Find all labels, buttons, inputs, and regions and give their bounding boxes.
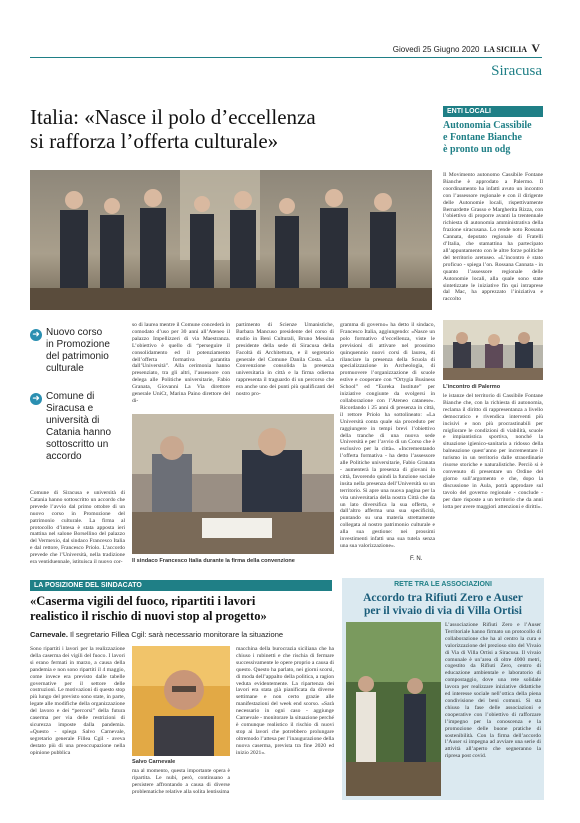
- carnevale-photo-caption: Salvo Carnevale: [132, 759, 176, 765]
- main-headline-line1: Italia: «Nasce il polo d’eccellenza: [30, 105, 316, 129]
- subhead-2-line: sottoscritto un: [46, 439, 109, 450]
- article-author: F. N.: [410, 556, 423, 562]
- bottom-kicker: Carnevale.: [30, 630, 68, 639]
- portrait-illustration: [132, 646, 230, 756]
- bottom-col2: ma al momento, questa importante opera è ripartita. Le nubi, però, continuano a persistere affrontando a causa di diverse problematiche relative alla solita lentissima: [132, 768, 230, 795]
- main-photo: [30, 170, 432, 310]
- subhead-1-line: culturale: [46, 363, 84, 374]
- side-headline-line3: è pronto un odg: [443, 144, 511, 155]
- masthead: [0, 41, 540, 55]
- associations-photo: [346, 622, 441, 796]
- bottom-subtitle: [30, 630, 336, 639]
- subhead-1: [30, 327, 125, 375]
- signing-photo: [132, 414, 334, 554]
- subhead-2-line: Catania hanno: [46, 427, 112, 438]
- main-article-col1: Comune di Siracusa e università di Catania hanno sottoscritto un accordo che prevede l’avvio dal primo ottobre di un nuovo corso in Promozione del patrimonio culturale. La firma al protocollo d’intesa è stata apposta ieri mattina nel salone Borsellino del palazzo del Vermexio, dal sindaco Francesco Italia e dal rettore, Francesco Priolo. L’accordo prevede che l’Università, nella tradizione era ventiduennale, istituisca il nuovo cor-: [30, 490, 125, 566]
- section-name: Siracusa: [491, 63, 542, 79]
- bottom-col3: macchina della burocrazia siciliana che ha chiuso i rubinetti e che rischia di fermare successivamente le opere proprio a causa di questo. Questo ha parlato, nei giorni scorsi, di moda dell’appalto della politica, a ragion veduta evidentemente. La ripartenza dei lavori era stata già pianificata da diverse settimane e non certo grazie alle manifestazioni del week end scorso. «Sarà necessario in ogni caso - aggiunge Carnevale - monitorare la situazione perché è comunque realistico il rischio di nuovi stop ai lavori che potrebbero prolungare oltremodo l’attesa per l’inaugurazione della nuova caserma, prevista tra fine 2020 ed inizio 2021».: [236, 646, 334, 756]
- main-headline: [30, 105, 430, 153]
- bottom-headline: [30, 594, 336, 624]
- subhead-2: [30, 391, 125, 463]
- arrow-right-icon: ➜: [30, 329, 42, 341]
- subhead-1-line: Nuovo corso: [46, 327, 103, 338]
- side-headline-line2: e Fontane Bianche: [443, 132, 522, 143]
- main-article-col3: partimento di Scienze Umanistiche, Barbara Mancuso presidente del corso di studio in Beni Culturali, Bruno Messina presidente della sede di Siracusa della Facoltà di Architettura, e il segretario generale del Comune Danila Costa. «La Convenzione consolida la presenza universitaria in città e la firma odierna rappresenta il traguardo di un percorso che era anche uno dei punti più qualificanti del nostro pro-: [236, 322, 334, 398]
- subhead-2-line: Comune di: [46, 391, 95, 402]
- associations-headline: [342, 592, 544, 618]
- subhead-2-line: accordo: [46, 451, 82, 462]
- side-headline-line1: Autonomia Cassibile: [443, 120, 532, 131]
- bottom-headline-line1: «Caserma vigili del fuoco, ripartiti i lavori: [30, 594, 256, 608]
- side-photo: [443, 320, 543, 380]
- page-letter: V: [531, 41, 540, 55]
- subhead-1-line: in Promozione: [46, 339, 110, 350]
- side-photo-caption: L’incontro di Palermo: [443, 384, 501, 390]
- meeting-illustration: [443, 320, 543, 380]
- side-text-1: Il Movimento autonomo Cassibile Fontane Bianche è approdato a Palermo. Il coordinamento ha infatti avuto un incontro con l’assessore regionale e con il dirigente delle Autonomie locali, rispettivamente Bernardette Grasso e Margherita Rizza, con l’obiettivo di proporre avanti la trentennale richiesta di autonomia amministrativa della frazione siracusana. Lo rende noto Rossana Cannata, deputato regionale di Fratelli d’Italia, che stamattina ha partecipato all’appuntamento con le altre forze politiche del territorio aretuseo. «L’incontro è stato proficuo - spiega l’on. Rossana Cannata - in quanto l’assessore regionale delle Autonomie locali, alla quale sono state sintetizzate le iniziative fin qui intraprese dal Mac, ha apprezzato l’iniziativa e raccolto: [443, 172, 543, 303]
- side-tag: ENTI LOCALI: [443, 106, 543, 117]
- side-text-2: le istanze del territorio di Cassibile Fontane Bianche che, con la richiesta di autonomia, reclama il diritto di rappresentanza a livello democratico e rivendica interventi più incisivi e non più procrastinabili per migliorare le condizioni di viabilità, scuole e impiantistica sportiva, nonché la situazione igienico-sanitaria a ridosso della balneazione quest’anno per incrementare il turismo in un territorio dalle straordinarie risorse storiche e naturalistiche. Perciò si è convenuto di presentare un Ordine del giorno sull’argomento e che, dopo la discussione in Aula, potrà approdare sul tavolo del governo regionale - conclude - per dare risposte a un territorio che da anni lotta per avere maggiori attenzioni e diritti».: [443, 393, 543, 510]
- associations-tag: RETE TRA LE ASSOCIAZIONI: [394, 581, 492, 588]
- bottom-tag: LA POSIZIONE DEL SINDACATO: [30, 580, 332, 591]
- main-article-col4: gramma di governo» ha detto il sindaco, Francesco Italia, aggiungendo: «Nasce un polo formativo d’eccellenza, viste le previsioni di attivare nel prossimo quinquennio nuovi corsi di laurea, di rilanciare la presenza della Scuola di specializzazione in Archeologia, di promuovere l’organizzazione di scuole estive e cooperare con “Ortygia Business School” ed “Eureka Institute” per iniziative congiunte da svolgersi in collaborazione con l’Ateneo catanese». Ricordando i 25 anni di presenza in città, il rettore Priolo ha sottolineato: «La Università conta quale sia proceduto per raggiungere in tempi brevi l’obiettivo della tranche di una nuova sede Università e per l’avvio di un Corso che è esclusivo per la città». «Incrementando l’offerta formativa - ha detto l’assessore alle Politiche universitarie, Fabio Granata - aumenterà la presenza di giovani in città, favorendo quindi la funzione sociale insita nella presenza dell’Università su un territorio. Si apre una nuova pagina per la vita universitaria della nostra Città che da un lato diversifica la sua offerta, e dall’altro afferma una sua specificità, puntando su una materia strettamente collegata al nostro patrimonio culturale e alla sua gestione: nei prossimi investimenti infatti una sua tutela senza una sua valorizzazione».: [340, 322, 435, 549]
- main-headline-line2: si rafforza l’offerta culturale»: [30, 129, 279, 153]
- associations-text: L’associazione Rifiuti Zero e l’Auser Territoriale hanno firmato un protocollo di collaborazione che ha al centro la cura e valorizzazione del prezioso sito del Vivaio di Via di Villa Ortisi a Siracusa. Il vivaio comunale è un’area di oltre 4000 metri, cogestito da Rifiuti Zero, centro di educazione ambientale e laboratorio di compostaggio, dove una rete solidale lavora per realizzare iniziative didattiche ed interesse sociale nell’ottica della piena condivisione dei beni comuni. Si sta chiuso la fase delle associazioni e cooperative con l’obiettivo di rafforzare l’impegno per la conoscenza e la promozione delle buone pratiche di sostenibilità. Con la firma dell’accordo l’Auser si impegna ad avviare una serie di attività all’aperto che segneranno la ripresa post covid.: [445, 622, 541, 760]
- garden-illustration: [346, 622, 441, 796]
- subhead-2-line: Siracusa e: [46, 403, 94, 414]
- bottom-headline-line2: realistico il rischio di nuovi stop al progetto»: [30, 609, 267, 623]
- carnevale-photo: [132, 646, 230, 756]
- associations-headline-line1: Accordo tra Rifiuti Zero e Auser: [363, 592, 523, 604]
- associations-headline-line2: per il vivaio di via di Villa Ortisi: [364, 605, 522, 617]
- section-rule: [30, 57, 542, 58]
- paper-name: LA SICILIA: [483, 45, 528, 54]
- subhead-1-line: del patrimonio: [46, 351, 109, 362]
- bottom-subtitle-text: Il segretario Fillea Cgil: sarà necessario monitorare la situazione: [67, 630, 284, 639]
- issue-date: Giovedì 25 Giugno 2020: [392, 45, 480, 54]
- subhead-2-line: università di: [46, 415, 100, 426]
- side-headline: [443, 120, 543, 156]
- signing-photo-illustration: [132, 414, 334, 554]
- main-article-col2: so di laurea mentre il Comune concederà in comodato d’uso per 30 anni all’Ateneo il palazzo Impellizzeri di via Maestranza. L’obiettivo è quello di “perseguire il consolidamento ed il potenziamento dell’offerta formativa garantita dall’Università”. Alla cerimonia hanno presenziato, tra gli altri, l’assessore con delega alle Politiche universitarie, Fabio Granata, Giovanni La Via direttore generale UniCt, Marina Paino direttore del di-: [132, 322, 230, 404]
- group-photo-illustration: [30, 170, 432, 310]
- arrow-right-icon: ➜: [30, 393, 42, 405]
- bottom-col1: Sono ripartiti i lavori per la realizzazione della caserma dei vigili del fuoco. I lavori si erano fermati in marzo, a causa della pandemia e non sono ripartiti il 4 maggio, come invece era previsto dalle tabelle governative per il settore delle costruzioni. Le motivazioni di questo stop più lungo del previsto sono state, in parte, legate alle modifiche della organizzazione del lavoro e dei “percorsi” della futura caserma per via delle restrizioni di sicurezza imposte dalla pandemia. «Questo - spiega Salvo Carnevale, segretario generale Fillea Cgil - aveva destato più di una preoccupazione nella opinione pubblica: [30, 646, 125, 756]
- signing-photo-caption: Il sindaco Francesco Italia durante la firma della convenzione: [132, 558, 295, 564]
